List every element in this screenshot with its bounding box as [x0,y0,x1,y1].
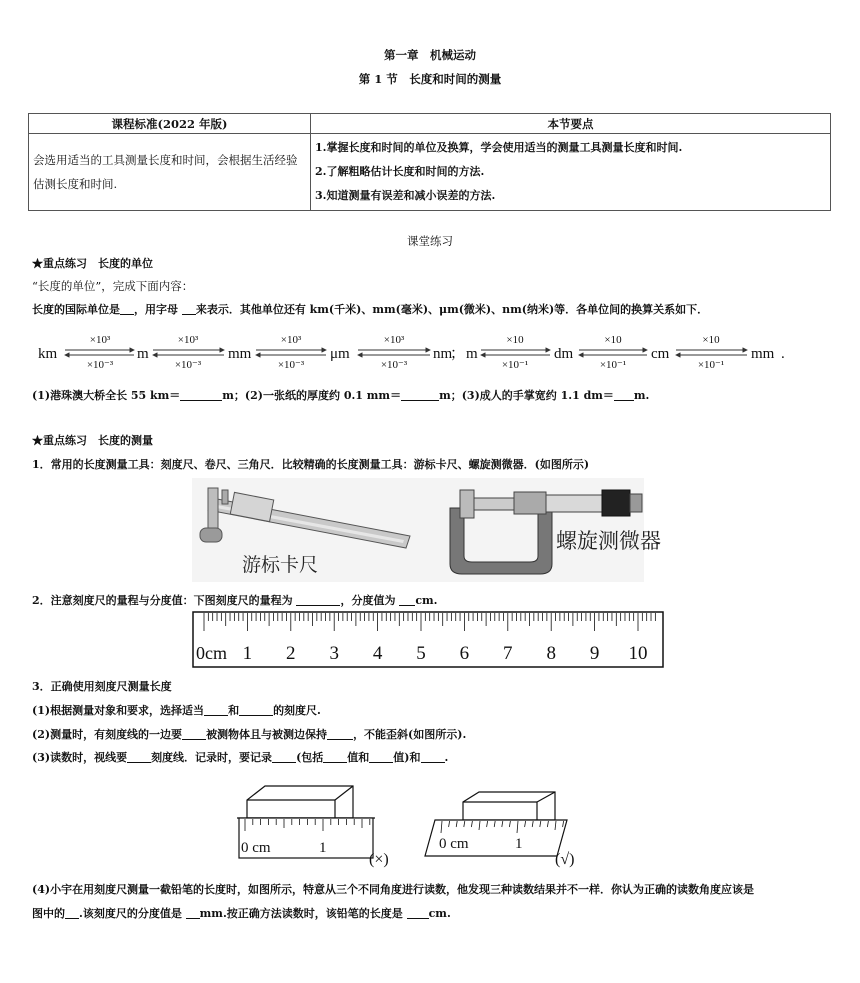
item1-text: 1．常用的长度测量工具：刻度尺、卷尺、三角尺．比较精确的长度测量工具：游标卡尺、螺旋测微器．(如图所示) [32,458,590,471]
answer-blank[interactable] [399,594,415,606]
unit-mm-2: mm [751,346,775,362]
answer-blank[interactable] [296,594,340,606]
unit-dm: dm [554,346,574,362]
section1-intro: “长度的单位”，完成下面内容： [32,279,194,293]
unit-nm: nm [433,346,453,362]
section1-title: ★重点练习 长度的单位 [32,257,153,270]
answer-blank[interactable] [182,303,196,315]
ruler-number: 7 [503,643,513,664]
answer-blank[interactable] [186,907,200,919]
chapter-title: 第一章 机械运动 [384,48,476,62]
svg-text:×10: ×10 [506,334,524,346]
answer-blank[interactable] [120,303,134,315]
unit-cm: cm [651,346,670,362]
unit-mm: mm [228,346,252,362]
wrong-mark: (×) [369,851,389,868]
section2-title: ★重点练习 长度的测量 [32,434,153,447]
svg-text:×10: ×10 [604,334,622,346]
measuring-tools-image [192,478,661,582]
ruler-number: 4 [372,643,383,664]
wrong-unit-label: 0 cm [241,840,271,856]
right-mark: (√) [555,851,575,868]
micrometer-label: 螺旋测微器 [556,529,661,553]
ruler-number: 6 [459,643,470,664]
answer-blank[interactable] [180,389,222,401]
right-unit-label: 0 cm [439,836,469,852]
svg-text:×10⁻³: ×10⁻³ [277,359,305,371]
answer-blank[interactable] [182,728,206,740]
ruler-number: 1 [242,643,253,664]
step2-text: (2)测量时，有刻度线的一边要 被测物体且与被测边保持 ，不能歪斜(如图所示). [32,728,467,741]
answer-blank[interactable] [421,751,445,763]
answer-blank[interactable] [127,751,151,763]
unit-conversion-chain [30,330,830,370]
step4-line1: (4)小宇在用刻度尺测量一截铅笔的长度时，如图所示，特意从三个不同角度进行读数，他发现三种读数结果并不一样．你认为正确的读数角度应该是 [32,883,755,896]
table-header-standard: 课程标准(2022 年版) [29,114,311,134]
svg-text:×10³: ×10³ [383,334,405,346]
answer-blank[interactable] [239,704,273,716]
unit-km: km [38,346,58,362]
ruler-number: 3 [329,643,339,664]
svg-text:×10⁻¹: ×10⁻¹ [599,359,627,371]
answer-blank[interactable] [323,751,347,763]
step3-text: (3)读数时，视线要 刻度线．记录时，要记录 (包括 值和 值)和 . [32,751,449,764]
conversion-questions: (1)港珠澳大桥全长 55 km＝ m；(2)一张纸的厚度约 0.1 mm＝ m；(3)成人的手掌宽约 1.1 dm＝ m. [32,389,650,402]
step4-line2: 图中的 .该刻度尺的分度值是 mm.按正确方法读数时，该铅笔的长度是 cm. [32,907,451,920]
ruler-number: 10 [628,643,648,664]
ruler-diagram [192,611,664,668]
point-item: 2.了解粗略估计长度和时间的方法. [315,165,485,178]
svg-text:×10³: ×10³ [177,334,199,346]
table-cell-standard: 会选用适当的工具测量长度和时间，会根据生活经验估测长度和时间. [29,134,311,211]
standards-table [28,113,831,211]
answer-blank[interactable] [272,751,296,763]
svg-text:×10⁻¹: ×10⁻¹ [697,359,725,371]
svg-text:×10⁻¹: ×10⁻¹ [501,359,529,371]
unit-um: μm [330,346,350,362]
table-cell-points [311,134,831,211]
answer-blank[interactable] [327,728,353,740]
item3-title: 3．正确使用刻度尺测量长度 [32,680,172,693]
ruler-unit-label: 0cm [196,643,227,663]
unit-m-2: m [466,346,478,362]
unit-m: m [137,346,149,362]
ruler-number: 8 [546,643,556,664]
caliper-label: 游标卡尺 [242,554,319,576]
ruler-number: 2 [286,643,296,664]
answer-blank[interactable] [369,751,393,763]
item2-text: 2．注意刻度尺的量程与分度值：下图刻度尺的量程为 ，分度值为 cm. [32,594,438,607]
unit-intro-line: 长度的国际单位是 ，用字母 来表示．其他单位还有 km(千米)、mm(毫米)、μm(微米)、nm(纳米)等．各单位间的换算关系如下． [32,303,709,316]
ruler-number: 5 [416,643,426,664]
section-title: 第 1 节 长度和时间的测量 [358,72,502,86]
step1-text: (1)根据测量对象和要求，选择适当 和 的刻度尺. [32,704,321,717]
end-period: . [781,346,785,362]
answer-blank[interactable] [65,907,79,919]
wrong-one-label: 1 [319,840,327,856]
svg-text:×10³: ×10³ [280,334,302,346]
separator: ； [450,346,466,362]
ruler-placement-figure [235,768,615,870]
ruler-number: 9 [589,643,600,664]
point-item: 1.掌握长度和时间的单位及换算，学会使用适当的测量工具测量长度和时间. [315,141,683,154]
answer-blank[interactable] [401,389,439,401]
svg-text:×10⁻³: ×10⁻³ [380,359,408,371]
point-item: 3.知道测量有误差和减小误差的方法. [315,189,496,202]
right-one-label: 1 [515,836,523,852]
svg-text:×10⁻³: ×10⁻³ [86,359,114,371]
svg-text:×10: ×10 [702,334,720,346]
svg-text:×10³: ×10³ [89,334,111,346]
answer-blank[interactable] [614,389,634,401]
classroom-title: 课堂练习 [407,234,453,248]
answer-blank[interactable] [204,704,228,716]
svg-text:×10⁻³: ×10⁻³ [174,359,202,371]
answer-blank[interactable] [407,907,429,919]
table-header-points: 本节要点 [311,114,831,134]
